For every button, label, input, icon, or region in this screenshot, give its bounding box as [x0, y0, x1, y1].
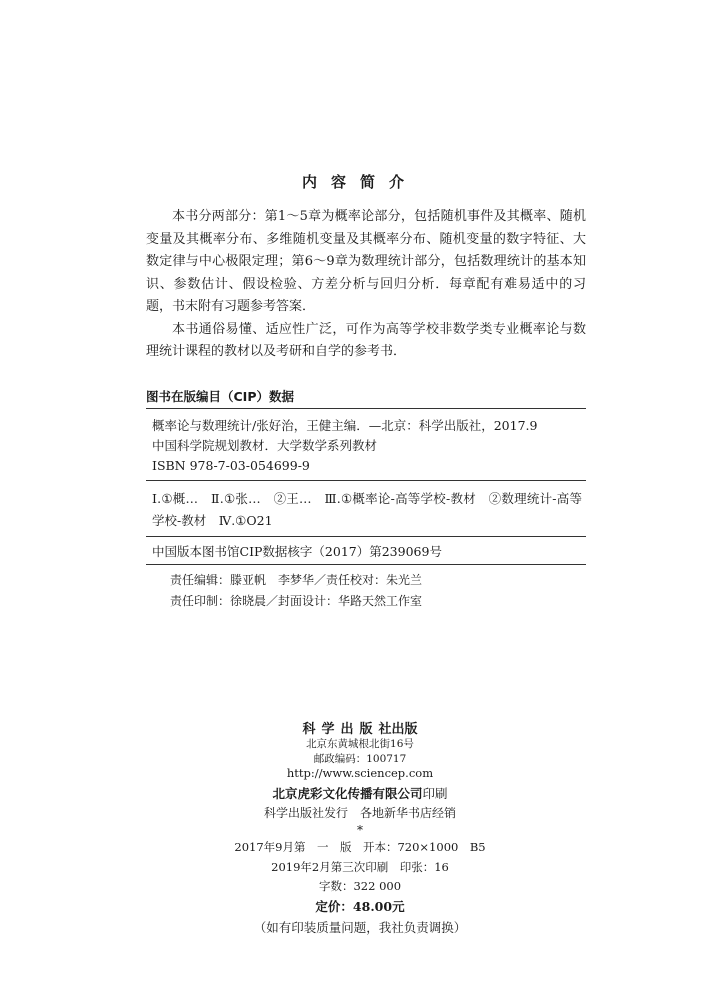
printer-line	[0, 784, 720, 802]
distribution-line: 科学出版社发行 各地新华书店经销	[263, 806, 456, 820]
price: 定价：48.00元	[315, 899, 405, 914]
edition-line: 2017年9月第 一 版 开本：720×1000 B5	[234, 840, 486, 854]
credits-production: 责任印制：徐晓晨／封面设计：华路天然工作室	[170, 594, 423, 608]
word-count: 字数：322 000	[318, 879, 402, 893]
printer-name: 北京虎彩文化传播有限公司	[272, 786, 423, 801]
cip-line-isbn: ISBN 978-7-03-054699-9	[152, 458, 310, 473]
separator-star: *	[357, 823, 363, 837]
publisher-address: 北京东黄城根北街16号	[306, 738, 414, 750]
cip-rule-middle	[146, 480, 586, 481]
cip-classification: Ⅰ.①概… Ⅱ.①张… ②王… Ⅲ.①概率论-高等学校-教材 ②数理统计-高等学校-教材 Ⅳ.①O21	[152, 491, 582, 528]
cip-rule-lower	[146, 536, 586, 537]
publisher-suffix: 社出版	[378, 722, 418, 737]
intro-paragraph-2: 本书通俗易懂、适应性广泛，可作为高等学校非数学类专业概率论与数理统计课程的教材以及考研和自学的参考书．	[146, 321, 586, 359]
credits-editors: 责任编辑：滕亚帆 李梦华／责任校对：朱光兰	[170, 573, 423, 587]
cip-line-series: 中国科学院规划教材．大学数学系列教材	[152, 438, 378, 453]
quality-note: （如有印装质量问题，我社负责调换）	[253, 920, 467, 935]
cip-rule-bottom	[146, 564, 586, 565]
printing-line: 2019年2月第三次印刷 印张：16	[271, 860, 449, 874]
intro-text	[146, 206, 586, 364]
cip-rule-top	[146, 408, 586, 409]
publisher-postcode: 邮政编码：100717	[313, 753, 407, 765]
cip-approval: 中国版本图书馆CIP数据核字（2017）第239069号	[152, 544, 442, 559]
intro-title: 内容简介	[301, 173, 418, 191]
publisher-website: http://www.sciencep.com	[286, 766, 434, 780]
publisher-logotype: 科学出版	[302, 722, 379, 737]
cip-heading: 图书在版编目（CIP）数据	[146, 389, 294, 404]
cip-line-title: 概率论与数理统计/张好治，王健主编．—北京：科学出版社，2017.9	[152, 418, 538, 433]
intro-paragraph-1: 本书分两部分：第1～5章为概率论部分，包括随机事件及其概率、随机变量及其概率分布、多维随机变量及其概率分布、随机变量的数字特征、大数定律与中心极限定理；第6～9章为数理统计部分，包括数理统计的基本知识、参数估计、假设检验、方差分析与回归分析．每章配有难易适中的习题，书末附有习题参考答案．	[146, 209, 586, 314]
cip-bibliographic	[152, 416, 582, 476]
publisher-name	[0, 718, 720, 737]
printer-suffix: 印刷	[422, 786, 448, 801]
